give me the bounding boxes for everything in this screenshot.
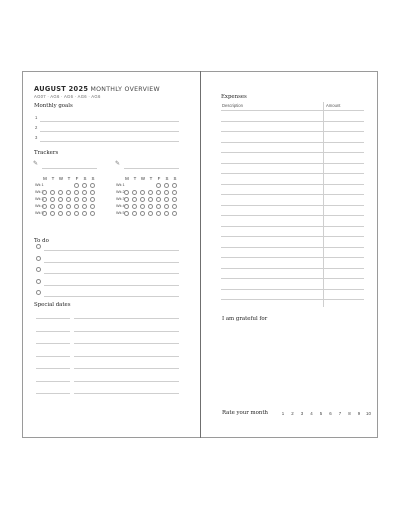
tracker-day-circle[interactable]	[156, 197, 161, 202]
tracker-day-label: S	[91, 176, 95, 181]
tracker-name-line[interactable]	[124, 168, 179, 169]
expense-row-line[interactable]	[221, 152, 364, 153]
tracker-day-circle[interactable]	[164, 197, 169, 202]
expense-row-line[interactable]	[221, 205, 364, 206]
tracker-day-circle[interactable]	[50, 211, 55, 216]
todo-checkbox[interactable]	[36, 256, 41, 261]
tracker-day-label: T	[67, 176, 71, 181]
tracker-day-label: M	[125, 176, 129, 181]
goal-line[interactable]	[40, 141, 179, 142]
goal-line[interactable]	[40, 131, 179, 132]
tracker-day-circle[interactable]	[156, 183, 161, 188]
tracker-day-circle[interactable]	[124, 190, 129, 195]
overview-label: MONTHLY OVERVIEW	[90, 86, 160, 93]
special-date-event-field[interactable]	[74, 381, 179, 382]
expense-row-line[interactable]	[221, 257, 364, 258]
tracker-day-circle[interactable]	[140, 211, 145, 216]
todo-title: To do	[34, 238, 49, 244]
tracker-day-circle[interactable]	[140, 204, 145, 209]
expense-row-line[interactable]	[221, 121, 364, 122]
expense-row-line[interactable]	[221, 299, 364, 300]
expense-row-line[interactable]	[221, 184, 364, 185]
tracker-day-label: F	[157, 176, 161, 181]
tracker-day-circle[interactable]	[90, 211, 95, 216]
tracker-day-circle[interactable]	[58, 211, 63, 216]
tracker-day-circle[interactable]	[156, 204, 161, 209]
tracker-day-circle[interactable]	[124, 204, 129, 209]
expense-row-line[interactable]	[221, 268, 364, 269]
tracker-day-label: T	[149, 176, 153, 181]
expense-row-line[interactable]	[221, 194, 364, 195]
special-date-field[interactable]	[36, 393, 70, 394]
todo-checkbox[interactable]	[36, 290, 41, 295]
tracker-day-circle[interactable]	[82, 183, 87, 188]
page-title	[34, 85, 160, 93]
tracker-day-circle[interactable]	[50, 190, 55, 195]
special-date-field[interactable]	[36, 331, 70, 332]
tracker-day-circle[interactable]	[82, 197, 87, 202]
expenses-title: Expenses	[221, 94, 247, 100]
special-date-field[interactable]	[36, 343, 70, 344]
tracker-day-circle[interactable]	[148, 190, 153, 195]
expense-row-line[interactable]	[221, 131, 364, 132]
tracker-week-label: Wk 4	[35, 204, 44, 208]
rate-option[interactable]: 10	[366, 411, 371, 416]
tracker-day-circle[interactable]	[66, 211, 71, 216]
tracker-day-circle[interactable]	[132, 197, 137, 202]
tracker-day-circle[interactable]	[82, 204, 87, 209]
tracker-day-circle[interactable]	[74, 190, 79, 195]
tracker-day-circle[interactable]	[74, 211, 79, 216]
special-date-event-field[interactable]	[74, 343, 179, 344]
rate-option[interactable]: 2	[291, 411, 294, 416]
tracker-day-circle[interactable]	[74, 197, 79, 202]
special-date-event-field[interactable]	[74, 356, 179, 357]
tracker-week-label: Wk 3	[35, 197, 44, 201]
tracker-day-circle[interactable]	[90, 204, 95, 209]
tracker-day-circle[interactable]	[42, 204, 47, 209]
tracker-day-circle[interactable]	[156, 211, 161, 216]
tracker-day-label: T	[51, 176, 55, 181]
tracker-name-line[interactable]	[42, 168, 97, 169]
grateful-title: I am grateful for	[222, 316, 268, 322]
special-date-field[interactable]	[36, 356, 70, 357]
tracker-day-circle[interactable]	[58, 190, 63, 195]
rate-option[interactable]: 7	[338, 411, 342, 416]
special-date-event-field[interactable]	[74, 331, 179, 332]
expense-row-line[interactable]	[221, 173, 364, 174]
special-date-field[interactable]	[36, 318, 70, 319]
month-label: AUGUST 2025	[34, 85, 89, 93]
tracker-day-circle[interactable]	[124, 211, 129, 216]
expense-row-line[interactable]	[221, 110, 364, 111]
page-spine	[200, 71, 201, 438]
tracker-day-circle[interactable]	[42, 190, 47, 195]
tracker-week-label: Wk 2	[35, 190, 44, 194]
rate-option[interactable]: 1	[281, 411, 285, 416]
expense-row-line[interactable]	[221, 142, 364, 143]
expenses-col-amount: Amount	[326, 103, 341, 108]
expense-row-line[interactable]	[221, 278, 364, 279]
tracker-day-circle[interactable]	[90, 183, 95, 188]
tracker-day-circle[interactable]	[172, 190, 177, 195]
tracker-week-label: Wk 1	[116, 183, 125, 187]
tracker-day-circle[interactable]	[66, 190, 71, 195]
week-codes: AG07 · AG6 · AG6 · AG6 · AG6	[34, 94, 101, 99]
tracker-day-label: S	[165, 176, 169, 181]
goals-title: Monthly goals	[34, 103, 73, 109]
expense-row-line[interactable]	[221, 289, 364, 290]
special-date-event-field[interactable]	[74, 368, 179, 369]
tracker-day-circle[interactable]	[172, 197, 177, 202]
tracker-day-circle[interactable]	[140, 190, 145, 195]
goal-line[interactable]	[40, 121, 179, 122]
special-date-field[interactable]	[36, 381, 70, 382]
tracker-day-circle[interactable]	[132, 211, 137, 216]
tracker-day-circle[interactable]	[58, 204, 63, 209]
expenses-col-description: Description	[222, 103, 243, 108]
pencil-icon: ✎	[115, 161, 121, 167]
tracker-week-label: Wk 4	[116, 204, 125, 208]
tracker-week-label: Wk 2	[116, 190, 125, 194]
tracker-day-circle[interactable]	[58, 197, 63, 202]
rate-option[interactable]: 4	[310, 411, 313, 416]
tracker-day-label: S	[83, 176, 87, 181]
tracker-day-label: S	[173, 176, 177, 181]
rate-option[interactable]: 9	[357, 411, 361, 416]
expense-row-line[interactable]	[221, 226, 364, 227]
tracker-day-circle[interactable]	[74, 204, 79, 209]
tracker-day-circle[interactable]	[42, 211, 47, 216]
tracker-day-circle[interactable]	[148, 204, 153, 209]
tracker-day-circle[interactable]	[132, 190, 137, 195]
tracker-day-label: W	[58, 176, 64, 181]
special-date-event-field[interactable]	[74, 318, 179, 319]
tracker-day-circle[interactable]	[140, 197, 145, 202]
tracker-day-label: F	[75, 176, 79, 181]
tracker-day-circle[interactable]	[156, 190, 161, 195]
expense-row-line[interactable]	[221, 163, 364, 164]
tracker-day-circle[interactable]	[42, 197, 47, 202]
tracker-day-label: M	[43, 176, 47, 181]
tracker-day-circle[interactable]	[172, 204, 177, 209]
todo-line[interactable]	[44, 250, 179, 251]
tracker-day-circle[interactable]	[148, 197, 153, 202]
rate-title: Rate your month	[222, 410, 268, 416]
tracker-day-circle[interactable]	[66, 197, 71, 202]
trackers-title: Trackers	[34, 150, 59, 156]
tracker-day-circle[interactable]	[124, 197, 129, 202]
todo-line[interactable]	[44, 285, 179, 286]
todo-line[interactable]	[44, 262, 179, 263]
expense-row-line[interactable]	[221, 236, 364, 237]
goal-number-2: 2	[35, 125, 38, 130]
goal-number-1: 1	[35, 115, 38, 120]
tracker-day-circle[interactable]	[66, 204, 71, 209]
tracker-week-label: Wk 5	[116, 211, 125, 215]
tracker-day-label: T	[133, 176, 137, 181]
rate-option[interactable]: 8	[348, 411, 351, 416]
todo-line[interactable]	[44, 273, 179, 274]
tracker-week-label: Wk 1	[35, 183, 44, 187]
tracker-day-circle[interactable]	[164, 211, 169, 216]
tracker-day-circle[interactable]	[148, 211, 153, 216]
tracker-day-circle[interactable]	[82, 190, 87, 195]
tracker-day-circle[interactable]	[164, 183, 169, 188]
expense-row-line[interactable]	[221, 215, 364, 216]
tracker-day-label: W	[140, 176, 146, 181]
todo-checkbox[interactable]	[36, 267, 41, 272]
tracker-day-circle[interactable]	[90, 190, 95, 195]
tracker-week-label: Wk 3	[116, 197, 125, 201]
expense-row-line[interactable]	[221, 247, 364, 248]
special-dates-title: Special dates	[34, 302, 71, 308]
todo-line[interactable]	[44, 296, 179, 297]
tracker-day-circle[interactable]	[172, 211, 177, 216]
rate-option[interactable]: 6	[329, 411, 332, 416]
rate-option[interactable]: 5	[319, 411, 323, 416]
rate-option[interactable]: 3	[300, 411, 304, 416]
tracker-day-circle[interactable]	[82, 211, 87, 216]
todo-checkbox[interactable]	[36, 279, 41, 284]
tracker-day-circle[interactable]	[172, 183, 177, 188]
tracker-day-circle[interactable]	[74, 183, 79, 188]
tracker-day-circle[interactable]	[50, 197, 55, 202]
goal-number-3: 3	[35, 135, 38, 140]
tracker-day-circle[interactable]	[132, 204, 137, 209]
tracker-day-circle[interactable]	[50, 204, 55, 209]
pencil-icon: ✎	[33, 161, 39, 167]
tracker-day-circle[interactable]	[164, 204, 169, 209]
tracker-day-circle[interactable]	[90, 197, 95, 202]
todo-checkbox[interactable]	[36, 244, 41, 249]
special-date-event-field[interactable]	[74, 393, 179, 394]
special-date-field[interactable]	[36, 368, 70, 369]
tracker-week-label: Wk 5	[35, 211, 44, 215]
tracker-day-circle[interactable]	[164, 190, 169, 195]
